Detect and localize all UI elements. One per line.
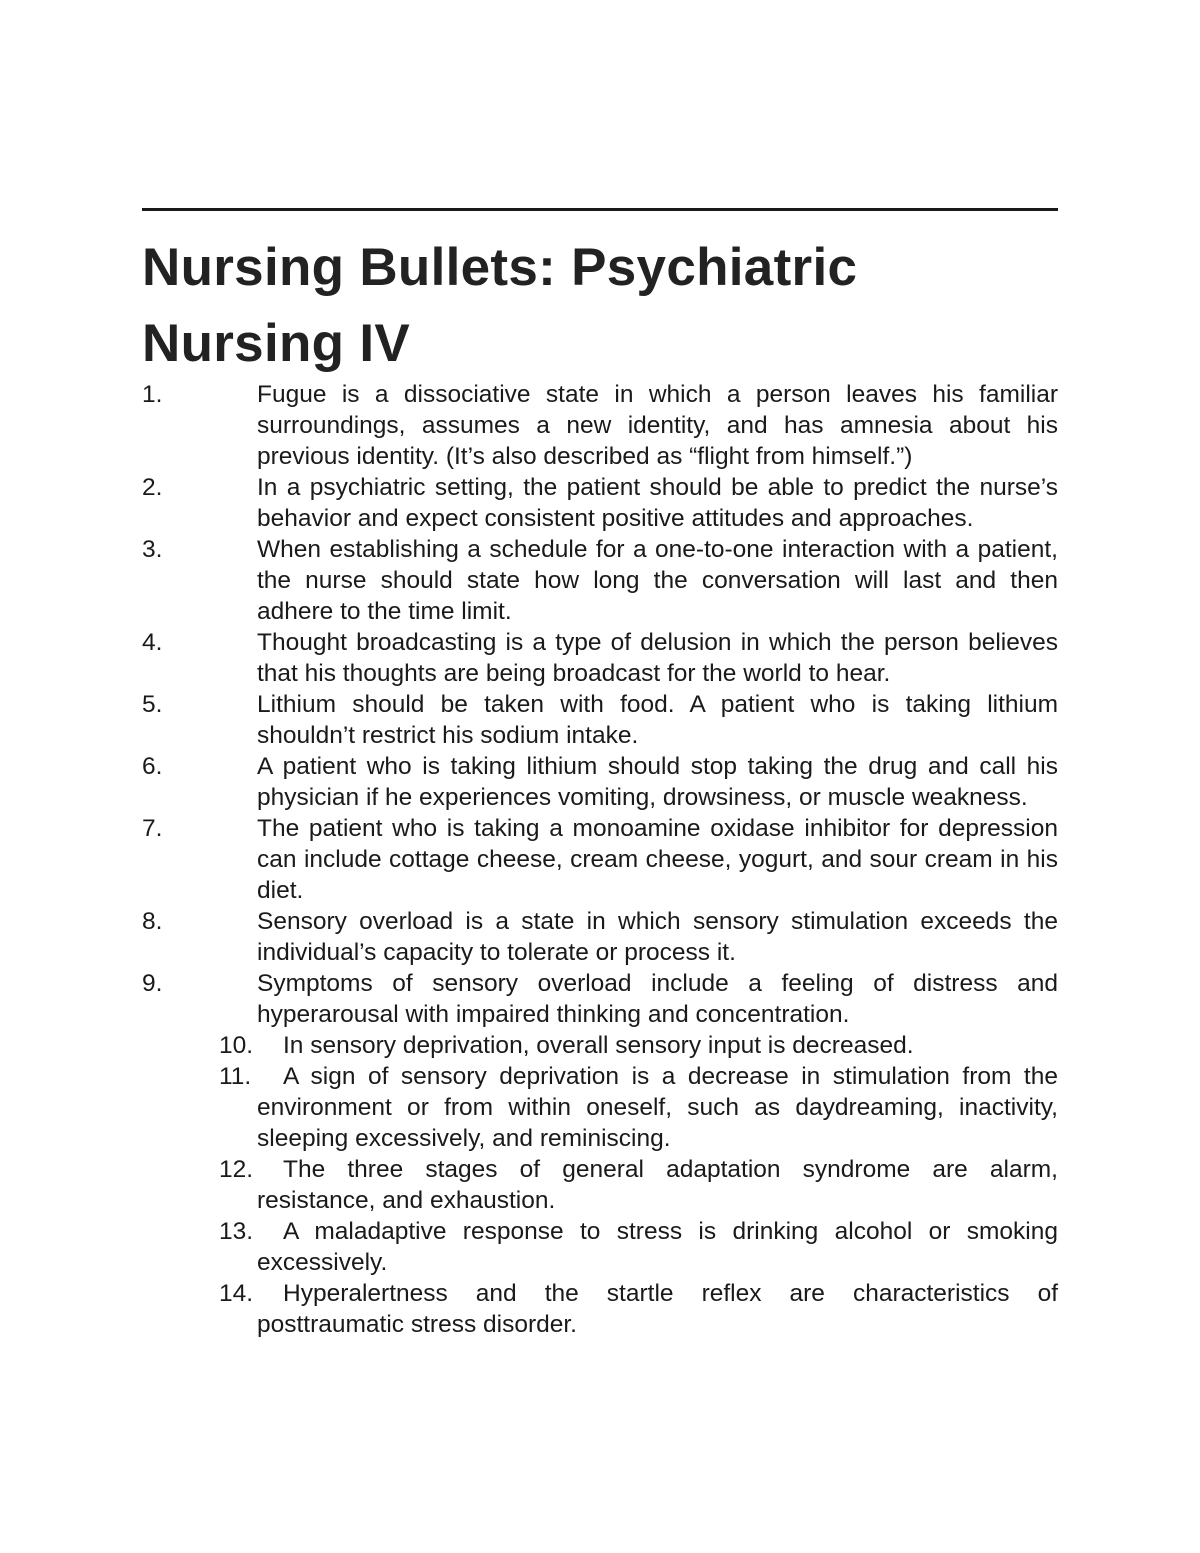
bullet-text: When establishing a schedule for a one-to-one interaction with a patient, the nurse should state how long the conversation will last and then adhere to the time limit. (257, 536, 1058, 625)
bullet-text: A maladaptive response to stress is drinking alcohol or smoking excessively. (257, 1218, 1058, 1276)
list-item (142, 1278, 1058, 1340)
bullet-number: 11. (219, 1063, 252, 1090)
bullet-text: Sensory overload is a state in which sensory stimulation exceeds the individual’s capacity to tolerate or process it. (257, 908, 1058, 966)
list-item (142, 906, 1058, 968)
list-item (142, 813, 1058, 906)
bullet-number: 14. (219, 1280, 254, 1307)
bullet-text: In sensory deprivation, overall sensory input is decreased. (283, 1032, 914, 1059)
list-item (142, 627, 1058, 689)
bullet-number: 12. (219, 1156, 254, 1183)
list-item (142, 534, 1058, 627)
bullet-number: 6. (142, 753, 163, 780)
title-divider (142, 208, 1058, 211)
bullet-number: 5. (142, 691, 163, 718)
bullet-number: 8. (142, 908, 163, 935)
bullet-number: 7. (142, 815, 163, 842)
list-item (142, 1216, 1058, 1278)
list-item (142, 751, 1058, 813)
list-item (142, 968, 1058, 1030)
bullet-text: A patient who is taking lithium should stop taking the drug and call his physician if he experiences vomiting, drowsiness, or muscle weakness. (257, 753, 1058, 811)
list-item (142, 1061, 1058, 1154)
bullet-text: Lithium should be taken with food. A patient who is taking lithium shouldn’t restrict his sodium intake. (257, 691, 1058, 749)
bullet-text: The patient who is taking a monoamine oxidase inhibitor for depression can include cottage cheese, cream cheese, yogurt, and sour cream in his diet. (257, 815, 1058, 904)
bullet-text: Hyperalertness and the startle reflex are characteristics of posttraumatic stress disorder. (257, 1280, 1058, 1338)
bullet-text: Thought broadcasting is a type of delusion in which the person believes that his thoughts are being broadcast for the world to hear. (257, 629, 1058, 687)
bullet-text: A sign of sensory deprivation is a decrease in stimulation from the environment or from within oneself, such as daydreaming, inactivity, sleeping excessively, and reminiscing. (257, 1063, 1058, 1152)
list-item (142, 689, 1058, 751)
list-item (142, 1154, 1058, 1216)
bullet-list (142, 379, 1058, 1340)
list-item (142, 1030, 1058, 1061)
list-item (142, 472, 1058, 534)
bullet-number: 2. (142, 474, 163, 501)
bullet-number: 9. (142, 970, 163, 997)
list-item (142, 379, 1058, 472)
bullet-number: 13. (219, 1218, 254, 1245)
bullet-number: 1. (142, 381, 163, 408)
bullet-text: Symptoms of sensory overload include a feeling of distress and hyperarousal with impaired thinking and concentration. (257, 970, 1058, 1028)
bullet-text: In a psychiatric setting, the patient should be able to predict the nurse’s behavior and expect consistent positive attitudes and approaches. (257, 474, 1058, 532)
bullet-number: 4. (142, 629, 163, 656)
page-title: Nursing Bullets: Psychiatric Nursing IV (142, 238, 858, 373)
bullet-text: Fugue is a dissociative state in which a person leaves his familiar surroundings, assumes a new identity, and has amnesia about his previous identity. (It’s also described as “flight from himself.”) (257, 381, 1058, 470)
bullet-number: 3. (142, 536, 163, 563)
bullet-text: The three stages of general adaptation syndrome are alarm, resistance, and exhaustion. (257, 1156, 1058, 1214)
bullet-number: 10. (219, 1032, 254, 1059)
